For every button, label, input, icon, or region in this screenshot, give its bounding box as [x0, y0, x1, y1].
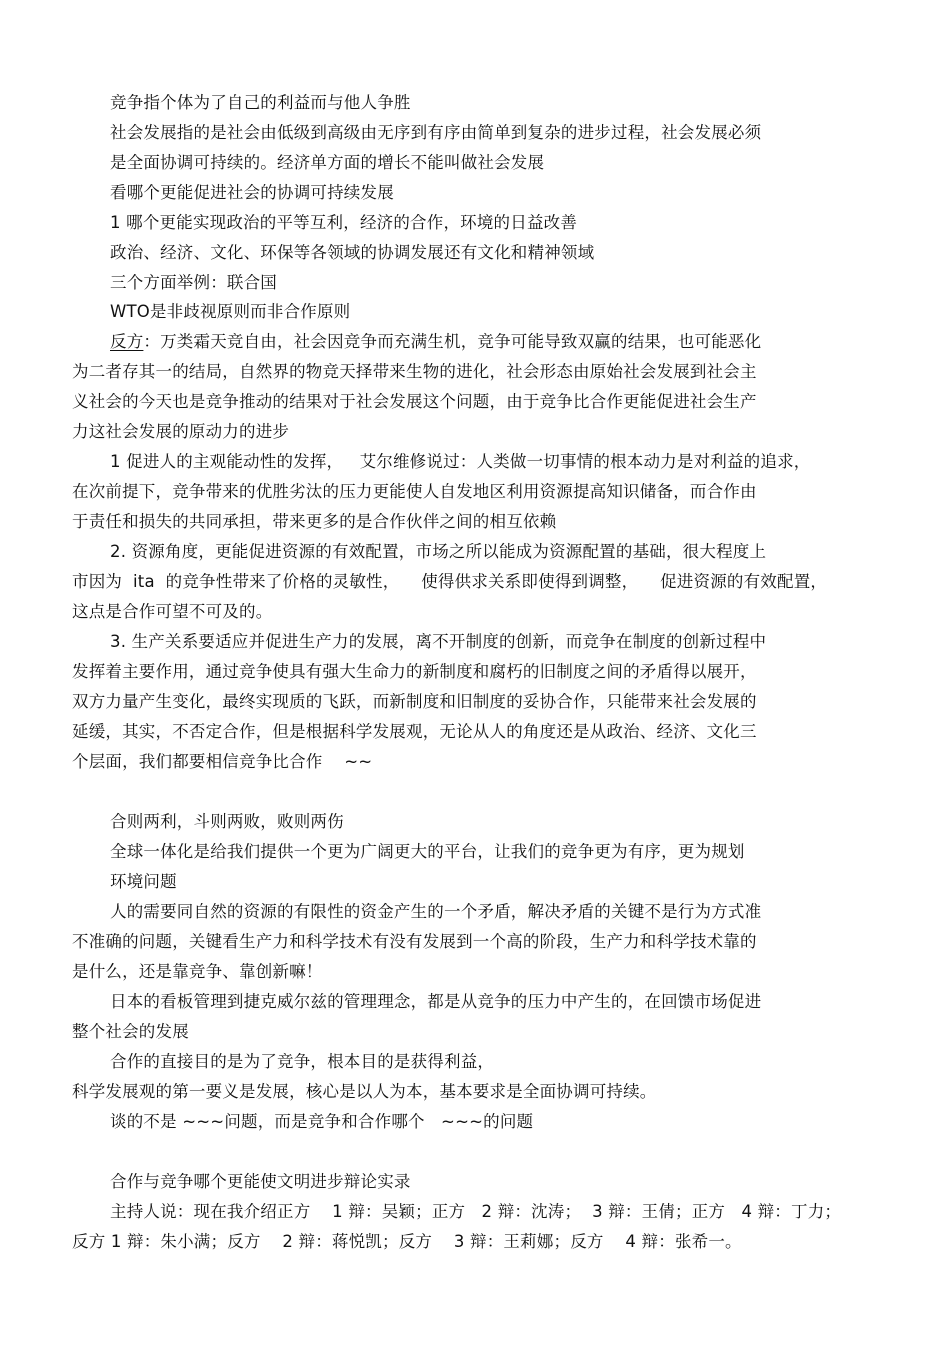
text-line-rest: ：万类霜天竞自由，社会因竞争而充满生机，竞争可能导致双赢的结果，也可能恶化 — [143, 332, 762, 351]
text-line: 反方 1 辩：朱小满；反方 2 辩：蒋悦凯；反方 3 辩：王莉娜；反方 4 辩：张希一。 — [72, 1232, 742, 1251]
text-line: 于责任和损失的共同承担，带来更多的是合作伙伴之间的相互依赖 — [72, 512, 557, 531]
text-line: 看哪个更能促进社会的协调可持续发展 — [110, 183, 394, 202]
text-line: 发挥着主要作用，通过竞争使具有强大生命力的新制度和腐朽的旧制度之间的矛盾得以展开， — [72, 662, 757, 681]
text-line: 2. 资源角度，更能促进资源的有效配置，市场之所以能成为资源配置的基础，很大程度上 — [110, 542, 767, 561]
text-line: 政治、经济、文化、环保等各领域的协调发展还有文化和精神领域 — [110, 243, 595, 262]
text-line: 合作与竞争哪个更能使文明进步辩论实录 — [110, 1172, 411, 1191]
text-line: 人的需要同自然的资源的有限性的资金产生的一个矛盾，解决矛盾的关键不是行为方式准 — [110, 902, 762, 921]
text-line: 科学发展观的第一要义是发展，核心是以人为本，基本要求是全面协调可持续。 — [72, 1082, 657, 1101]
text-line: 是全面协调可持续的。经济单方面的增长不能叫做社会发展 — [110, 153, 545, 172]
text-line: 力这社会发展的原动力的进步 — [72, 422, 290, 441]
opposition-label: 反方 — [110, 332, 144, 351]
text-line: 整个社会的发展 — [72, 1022, 189, 1041]
text-line: 在次前提下，竞争带来的优胜劣汰的压力更能使人自发地区利用资源提高知识储备，而合作由 — [72, 482, 757, 501]
text-line: 三个方面举例：联合国 — [110, 273, 277, 292]
text-line: 主持人说：现在我介绍正方 1 辩：吴颖；正方 2 辩：沈涛； 3 辩：王倩；正方 4 辩：丁力； — [110, 1202, 842, 1221]
text-line: 市因为 ita 的竞争性带来了价格的灵敏性， 使得供求关系即使得到调整， 促进资源的有效配置， — [72, 572, 828, 591]
text-line: 为二者存其一的结局，自然界的物竞天择带来生物的进化，社会形态由原始社会发展到社会主 — [72, 362, 757, 381]
text-line: 3. 生产关系要适应并促进生产力的发展，离不开制度的创新，而竞争在制度的创新过程中 — [110, 632, 767, 651]
text-line: 竞争指个体为了自己的利益而与他人争胜 — [110, 93, 411, 112]
text-line: 日本的看板管理到捷克威尔兹的管理理念，都是从竞争的压力中产生的，在回馈市场促进 — [110, 992, 762, 1011]
text-line — [110, 332, 761, 352]
text-line: 谈的不是 ~~~问题，而是竞争和合作哪个 ~~~的问题 — [110, 1112, 534, 1131]
text-line: 双方力量产生变化，最终实现质的飞跃，而新制度和旧制度的妥协合作，只能带来社会发展的 — [72, 692, 757, 711]
text-line: 社会发展指的是社会由低级到高级由无序到有序由简单到复杂的进步过程，社会发展必须 — [110, 123, 762, 142]
text-line: 这点是合作可望不可及的。 — [72, 602, 273, 621]
text-line: 不准确的问题，关键看生产力和科学技术有没有发展到一个高的阶段，生产力和科学技术靠的 — [72, 932, 757, 951]
text-line: 环境问题 — [110, 872, 177, 891]
text-line: 1 促进人的主观能动性的发挥， 艾尔维修说过：人类做一切事情的根本动力是对利益的追求， — [110, 452, 811, 471]
text-line: 1 哪个更能实现政治的平等互利，经济的合作，环境的日益改善 — [110, 213, 578, 232]
text-line: 全球一体化是给我们提供一个更为广阔更大的平台，让我们的竞争更为有序，更为规划 — [110, 842, 745, 861]
text-line: 义社会的今天也是竞争推动的结果对于社会发展这个问题，由于竞争比合作更能促进社会生产 — [72, 392, 757, 411]
text-line: 延缓，其实，不否定合作，但是根据科学发展观，无论从人的角度还是从政治、经济、文化三 — [72, 722, 757, 741]
text-line: 合则两利，斗则两败，败则两伤 — [110, 812, 344, 831]
text-line: 合作的直接目的是为了竞争，根本目的是获得利益， — [110, 1052, 495, 1071]
text-line: WTO是非歧视原则而非合作原则 — [110, 302, 351, 321]
text-line: 个层面，我们都要相信竞争比合作 ~~ — [72, 752, 373, 771]
text-line: 是什么，还是靠竞争、靠创新嘛！ — [72, 962, 323, 981]
